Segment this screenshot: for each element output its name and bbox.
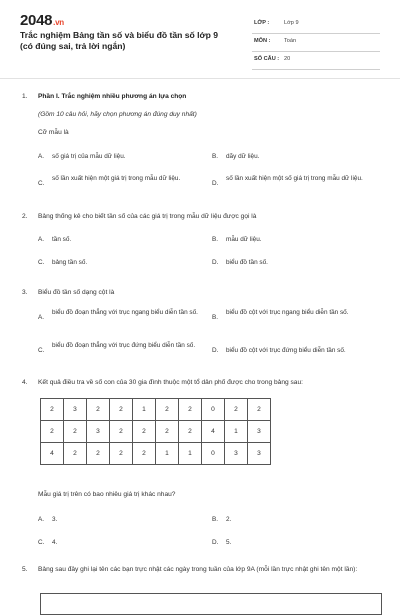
table-row <box>41 421 271 443</box>
meta-box <box>252 16 380 70</box>
table-cell: 2 <box>156 421 179 443</box>
option-text: biểu đồ cột với trục ngang biểu diễn tần số. <box>226 309 349 316</box>
table-cell: 1 <box>133 399 156 421</box>
option-label: B. <box>212 153 219 160</box>
table-cell: 0 <box>202 443 225 465</box>
section-heading: Phần I. Trắc nghiệm nhiều phương án lựa chọn <box>38 93 187 100</box>
table-cell: 2 <box>64 443 87 465</box>
meta-key: LỚP : <box>254 20 270 26</box>
table-cell: 1 <box>156 443 179 465</box>
data-table <box>40 398 271 465</box>
question-text: Bảng thống kê cho biết tần số của các giá trị trong mẫu dữ liệu được gọi là <box>38 213 257 220</box>
option-label: B. <box>212 236 219 243</box>
option-label: C. <box>38 180 45 187</box>
option-label: C. <box>38 539 45 546</box>
divider <box>0 78 400 79</box>
site-logo[interactable] <box>20 12 64 29</box>
section-note: (Gồm 10 câu hỏi, hãy chọn phương án đúng duy nhất) <box>38 111 197 118</box>
table-cell: 2 <box>110 421 133 443</box>
question-text: Mẫu giá trị trên có bao nhiêu giá trị khác nhau? <box>38 491 176 498</box>
question-text: Bảng sau đây ghi lại tên các bạn trực nhật các ngày trong tuần của lớp 9A (mỗi lần trực nhật ghi tên một lần): <box>38 566 358 573</box>
table-cell: 2 <box>41 399 64 421</box>
option-text: 4. <box>52 539 58 546</box>
option-label: D. <box>212 539 219 546</box>
option-text: 3. <box>52 516 58 523</box>
table-row <box>41 399 271 421</box>
table-cell: 2 <box>41 421 64 443</box>
option-label: A. <box>38 153 45 160</box>
table-cell: 1 <box>225 421 248 443</box>
question-number: 3. <box>22 289 28 296</box>
table-cell: 4 <box>41 443 64 465</box>
meta-value: Toán <box>284 38 297 44</box>
option-text: mẫu dữ liệu. <box>226 236 262 243</box>
option-label: C. <box>38 347 45 354</box>
question-text: Biểu đồ tần số dạng cột là <box>38 289 115 296</box>
option-label: A. <box>38 236 45 243</box>
table-cell: 0 <box>202 399 225 421</box>
meta-row-count <box>252 52 380 70</box>
table-cell: 2 <box>133 421 156 443</box>
table-cell: 2 <box>110 443 133 465</box>
option-text: 2. <box>226 516 232 523</box>
question-number: 1. <box>22 93 28 100</box>
option-label: C. <box>38 259 45 266</box>
option-label: D. <box>212 180 219 187</box>
option-label: B. <box>212 314 219 321</box>
meta-key: SỐ CÂU : <box>254 56 280 62</box>
option-text: tần số. <box>52 236 72 243</box>
option-label: D. <box>212 347 219 354</box>
logo-tld: .vn <box>53 18 64 27</box>
page-title: Trắc nghiệm Bảng tần số và biểu đồ tần số lớp 9 (có đúng sai, trả lời ngắn) <box>20 30 219 51</box>
option-label: B. <box>212 516 219 523</box>
table-cell: 2 <box>179 421 202 443</box>
table-cell: 3 <box>248 421 271 443</box>
table-cell: 3 <box>87 421 110 443</box>
question-number: 4. <box>22 379 28 386</box>
table-cell: 2 <box>87 443 110 465</box>
question-text: Cỡ mẫu là <box>38 129 69 136</box>
option-text: 5. <box>226 539 232 546</box>
table-cell: 2 <box>64 421 87 443</box>
logo-text: 2048 <box>20 12 53 29</box>
table-cell: 3 <box>64 399 87 421</box>
question-text: Kết quả điều tra về số con của 30 gia đình thuộc một tổ dân phố được cho trong bảng sau: <box>38 379 303 386</box>
table-cell: 1 <box>179 443 202 465</box>
meta-key: MÔN : <box>254 38 271 44</box>
option-label: A. <box>38 314 45 321</box>
table-cell: 2 <box>133 443 156 465</box>
meta-row-subject <box>252 34 380 52</box>
option-text: số lần xuất hiện một giá trị trong mẫu dữ liệu. <box>52 175 181 182</box>
option-text: biểu đồ đoạn thẳng với trục đứng biểu diễn tần số. <box>52 342 196 349</box>
option-text: biểu đồ cột với trục đứng biểu diễn tần số. <box>226 347 346 354</box>
question-number: 5. <box>22 566 28 573</box>
table-cell: 4 <box>202 421 225 443</box>
meta-value: 20 <box>284 56 291 62</box>
data-table-partial <box>40 593 382 615</box>
table-cell: 3 <box>248 443 271 465</box>
table-cell: 2 <box>110 399 133 421</box>
table-cell: 2 <box>179 399 202 421</box>
option-label: D. <box>212 259 219 266</box>
table-row <box>41 443 271 465</box>
table-cell: 2 <box>225 399 248 421</box>
option-label: A. <box>38 516 45 523</box>
table-cell: 3 <box>225 443 248 465</box>
option-text: bảng tần số. <box>52 259 88 266</box>
option-text: số giá trị của mẫu dữ liệu. <box>52 153 126 160</box>
option-text: dãy dữ liệu. <box>226 153 260 160</box>
option-text: số lần xuất hiện một số giá trị trong mẫu dữ liệu. <box>226 175 363 182</box>
option-text: biểu đồ tần số. <box>226 259 268 266</box>
table-cell: 2 <box>87 399 110 421</box>
question-number: 2. <box>22 213 28 220</box>
table-cell: 2 <box>248 399 271 421</box>
option-text: biểu đồ đoạn thẳng với trục ngang biểu diễn tần số. <box>52 309 198 316</box>
table-cell: 2 <box>156 399 179 421</box>
meta-value: Lớp 9 <box>284 20 299 26</box>
meta-row-class <box>252 16 380 34</box>
header <box>0 0 400 74</box>
